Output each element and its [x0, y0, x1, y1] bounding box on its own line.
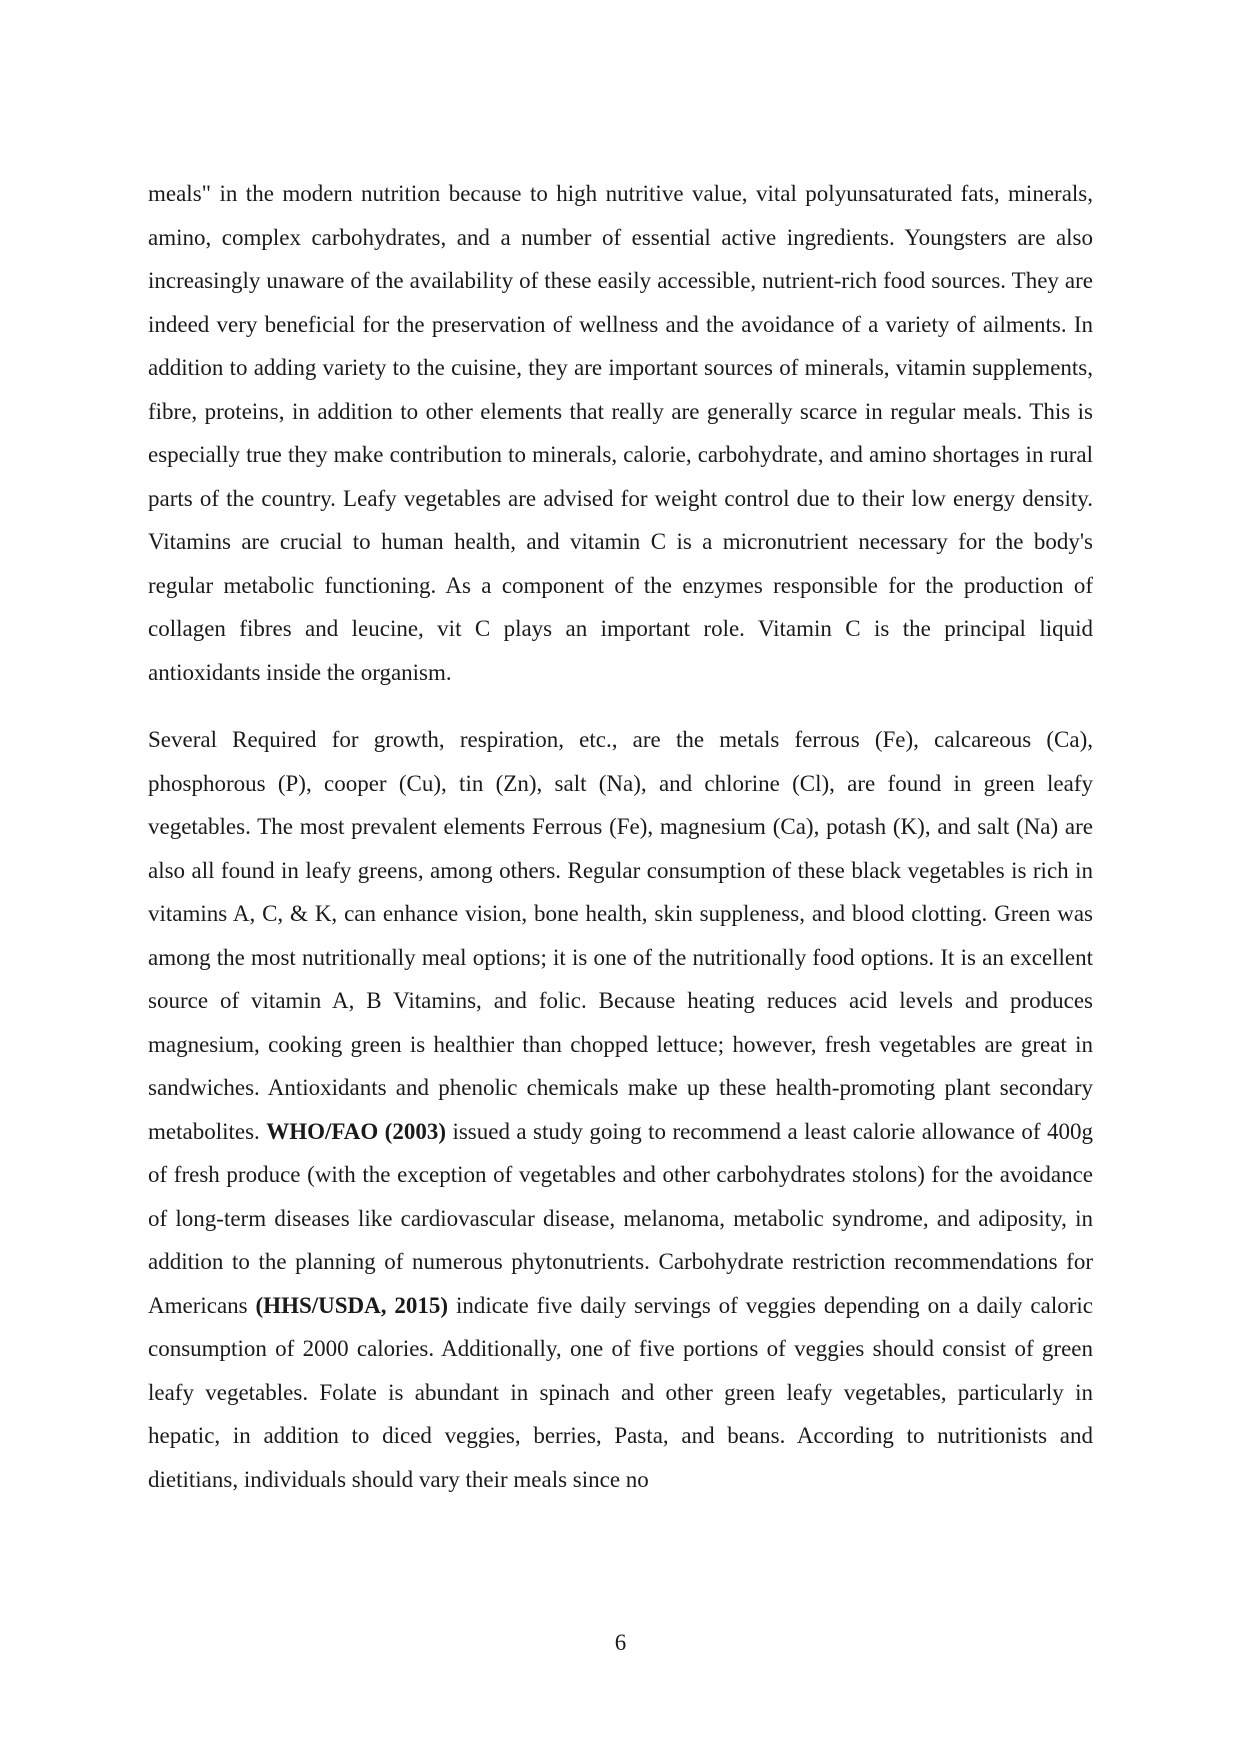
- citation-hhs-usda: (HHS/USDA, 2015): [255, 1292, 449, 1318]
- citation-who-fao: WHO/FAO (2003): [266, 1118, 446, 1144]
- page-number: 6: [614, 1630, 627, 1655]
- paragraph-minerals-and-recommendations: [148, 718, 1093, 1501]
- paragraph-text-segment: issued a study going to recommend a least calorie allowance of 400g of fresh produce (with the exception of vegetables and other carbohydrates stolons) for the avoidance of long-term diseases like cardiovascular disease, melanoma, metabolic syndrome, and adiposity, in addition to the planning of numerous phytonutrients. Carbohydrate restriction recommendations for Americans: [148, 1118, 1093, 1318]
- paragraph-text-segment: indicate five daily servings of veggies depending on a daily caloric consumption of 2000 calories. Additionally, one of five portions of veggies should consist of green leafy vegetables. Folate is abundant in spinach and other green leafy vegetables, particularly in hepatic, in addition to diced veggies, berries, Pasta, and beans. According to nutritionists and dietitians, individuals should vary their meals since no: [148, 1292, 1093, 1492]
- paragraph-text-segment: Several Required for growth, respiration, etc., are the metals ferrous (Fe), calcareous (Ca), phosphorous (P), cooper (Cu), tin (Zn), salt (Na), and chlorine (Cl), are found in green leafy vegetables. The most prevalent elements Ferrous (Fe), magnesium (Ca), potash (K), and salt (Na) are also all found in leafy greens, among others. Regular consumption of these black vegetables is rich in vitamins A, C, & K, can enhance vision, bone health, skin suppleness, and blood clotting. Green was among the most nutritionally meal options; it is one of the nutritionally food options. It is an excellent source of vitamin A, B Vitamins, and folic. Because heating reduces acid levels and produces magnesium, cooking green is healthier than chopped lettuce; however, fresh vegetables are great in sandwiches. Antioxidants and phenolic chemicals make up these health-promoting plant secondary metabolites.: [148, 727, 1093, 1144]
- paragraph-leafy-vegetables-nutrition: meals" in the modern nutrition because to high nutritive value, vital polyunsaturated fats, minerals, amino, complex carbohydrates, and a number of essential active ingredients. Youngsters are also increasingly unaware of the availability of these easily accessible, nutrient-rich food sources. They are indeed very beneficial for the preservation of wellness and the avoidance of a variety of ailments. In addition to adding variety to the cuisine, they are important sources of minerals, vitamin supplements, fibre, proteins, in addition to other elements that really are generally scarce in regular meals. This is especially true they make contribution to minerals, calorie, carbohydrate, and amino shortages in rural parts of the country. Leafy vegetables are advised for weight control due to their low energy density. Vitamins are crucial to human health, and vitamin C is a micronutrient necessary for the body's regular metabolic functioning. As a component of the enzymes responsible for the production of collagen fibres and leucine, vit C plays an important role. Vitamin C is the principal liquid antioxidants inside the organism.: [148, 181, 1093, 685]
- body-text: [148, 172, 1093, 1501]
